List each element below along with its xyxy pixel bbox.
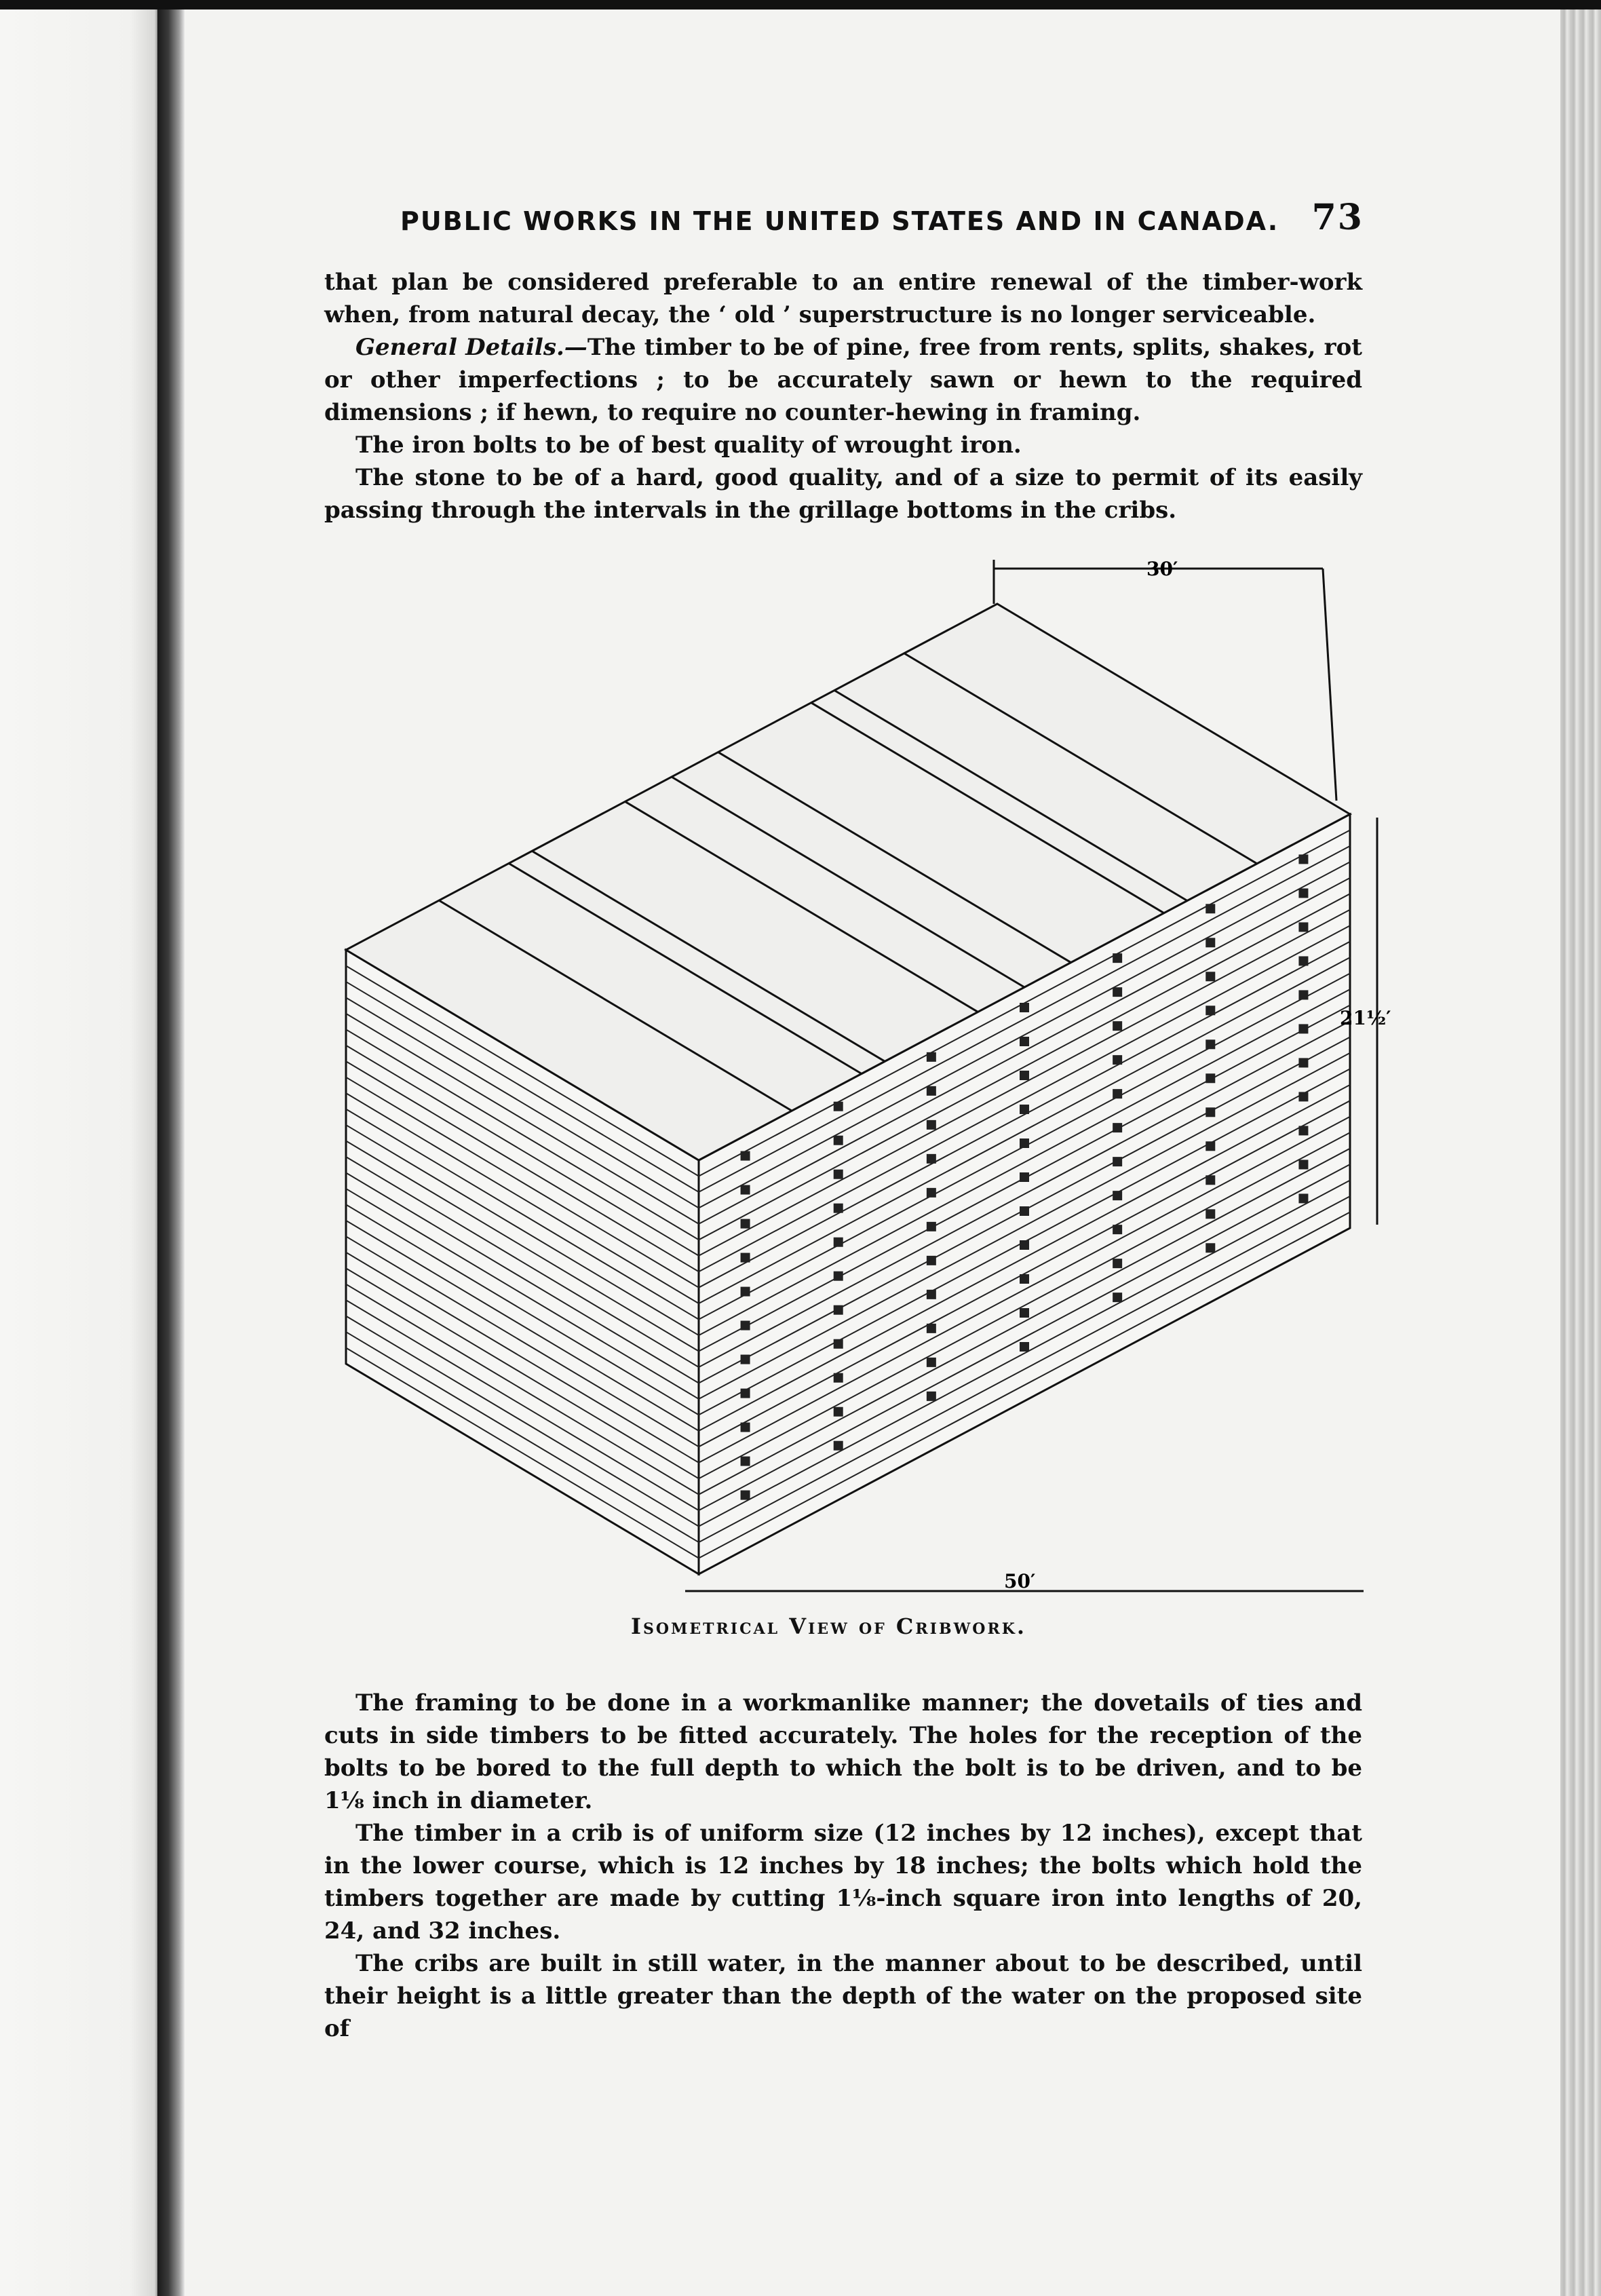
bolt-head — [927, 1290, 936, 1299]
bolt-head — [1298, 1024, 1308, 1033]
bolt-head — [1205, 938, 1215, 947]
dimension-length-label: 50′ — [1004, 1570, 1036, 1592]
bolt-head — [1113, 1259, 1122, 1268]
bolt-head — [834, 1136, 843, 1145]
bolt-head — [927, 1154, 936, 1164]
bolt-head — [741, 1355, 750, 1364]
bolt-head — [1113, 1191, 1122, 1200]
bolt-head — [741, 1423, 750, 1432]
bolt-head — [834, 1441, 843, 1451]
bolt-head — [834, 1339, 843, 1349]
bolt-head — [834, 1170, 843, 1179]
bolt-head — [741, 1151, 750, 1161]
bolt-head — [927, 1120, 936, 1130]
page-stack-edge — [1560, 0, 1601, 2296]
bolt-head — [1205, 1073, 1215, 1083]
bolt-head — [741, 1185, 750, 1195]
bolt-head — [1020, 1308, 1029, 1318]
dimension-width-label: 30′ — [1146, 558, 1178, 580]
page-number: 73 — [1311, 197, 1364, 238]
bolt-head — [1020, 1172, 1029, 1182]
bolt-head — [741, 1457, 750, 1466]
bolt-head — [1020, 1240, 1029, 1250]
bolt-head — [927, 1188, 936, 1198]
bolt-head — [1298, 956, 1308, 965]
bolt-head — [927, 1392, 936, 1401]
paragraph-general-details — [324, 331, 1362, 429]
bolt-head — [834, 1204, 843, 1213]
paragraph: The stone to be of a hard, good quality, and of a size to permit of its easily passing through the intervals in the grillage bottoms in the cribs. — [324, 464, 1362, 524]
bolt-head — [1298, 1058, 1308, 1067]
bolt-head — [834, 1305, 843, 1315]
bolt-head — [741, 1219, 750, 1229]
bolt-head — [1113, 1089, 1122, 1098]
bolt-head — [1298, 1126, 1308, 1135]
bolt-head — [1205, 904, 1215, 913]
bolt-head — [1298, 1092, 1308, 1101]
figure-caption: Isometrical View of Cribwork. — [631, 1613, 1026, 1639]
bolt-head — [1020, 1139, 1029, 1148]
scan-border — [0, 0, 1601, 9]
bolt-head — [927, 1052, 936, 1062]
bolt-head — [1113, 1225, 1122, 1234]
bolt-head — [1113, 987, 1122, 997]
cribwork-illustration — [319, 556, 1391, 1601]
bolt-head — [1298, 1160, 1308, 1169]
bolt-head — [741, 1253, 750, 1263]
paragraph: The cribs are built in still water, in the manner about to be described, until their height is a little greater than the depth of the water on the proposed site of — [324, 1950, 1362, 2042]
bolt-head — [741, 1321, 750, 1331]
bolt-head — [1298, 854, 1308, 864]
bolt-head — [1205, 1141, 1215, 1151]
text-block-bottom — [324, 1687, 1362, 2045]
text-block-top — [324, 266, 1362, 527]
bolt-head — [1020, 1274, 1029, 1284]
bolt-head — [1020, 1071, 1029, 1080]
bolt-head — [834, 1271, 843, 1281]
bolt-head — [1205, 1107, 1215, 1117]
bolt-head — [834, 1238, 843, 1247]
bolt-head — [1113, 1021, 1122, 1031]
bolt-head — [1113, 1293, 1122, 1302]
bolt-head — [927, 1222, 936, 1231]
paragraph: that plan be considered preferable to an entire renewal of the timber-work when, from natural decay, the ‘ old ’ superstructure is no longer serviceable. — [324, 269, 1362, 328]
bolt-head — [927, 1324, 936, 1333]
bolt-head — [1298, 922, 1308, 932]
bolt-head — [1298, 888, 1308, 898]
bolt-head — [1020, 1003, 1029, 1012]
bolt-head — [1205, 1175, 1215, 1185]
paragraph-text: The timber to be of pine, free from rents, splits, shakes, rot or other imperfections ; to be accurately sawn or hewn to the required dimensions ; if hewn, to require no counter-hewing in framing. — [324, 334, 1362, 426]
bolt-head — [1205, 972, 1215, 981]
bolt-head — [834, 1373, 843, 1383]
bolt-head — [927, 1086, 936, 1096]
bolt-head — [1020, 1342, 1029, 1352]
bolt-head — [741, 1389, 750, 1398]
book-gutter — [157, 0, 185, 2296]
paragraph: The framing to be done in a workmanlike manner; the dovetails of ties and cuts in side timbers to be fitted accurately. The holes for the reception of the bolts to be bored to the full depth to which the bolt is to be driven, and to be 1⅛ inch in diameter. — [324, 1689, 1362, 1814]
bolt-head — [1113, 1123, 1122, 1132]
running-head — [400, 197, 1364, 244]
running-head-title: PUBLIC WORKS IN THE UNITED STATES AND IN CANADA. — [400, 206, 1279, 236]
bolt-head — [834, 1102, 843, 1111]
bolt-head — [1113, 1157, 1122, 1166]
bolt-head — [741, 1491, 750, 1500]
bolt-head — [1020, 1037, 1029, 1046]
bolt-head — [1020, 1206, 1029, 1216]
bolt-head — [927, 1256, 936, 1265]
general-details-lead: General Details.— — [355, 334, 587, 361]
bolt-head — [1205, 1209, 1215, 1219]
paragraph: The timber in a crib is of uniform size (12 inches by 12 inches), except that in the lower course, which is 12 inches by 18 inches; the bolts which hold the timbers together are made by cutting 1⅛-inch square iron into lengths of 20, 24, and 32 inches. — [324, 1820, 1362, 1945]
paragraph: The iron bolts to be of best quality of wrought iron. — [355, 432, 1022, 459]
bolt-head — [1298, 1193, 1308, 1203]
bolt-head — [1205, 1006, 1215, 1015]
facing-page-edge — [0, 0, 163, 2296]
bolt-head — [834, 1407, 843, 1417]
bolt-head — [741, 1287, 750, 1297]
bolt-head — [1020, 1105, 1029, 1114]
bolt-head — [927, 1358, 936, 1367]
bolt-head — [1205, 1039, 1215, 1049]
bolt-head — [1205, 1243, 1215, 1252]
bolt-head — [1298, 990, 1308, 999]
bolt-head — [1113, 953, 1122, 963]
bolt-head — [1113, 1055, 1122, 1065]
dimension-height-label: 21½′ — [1340, 1007, 1391, 1029]
